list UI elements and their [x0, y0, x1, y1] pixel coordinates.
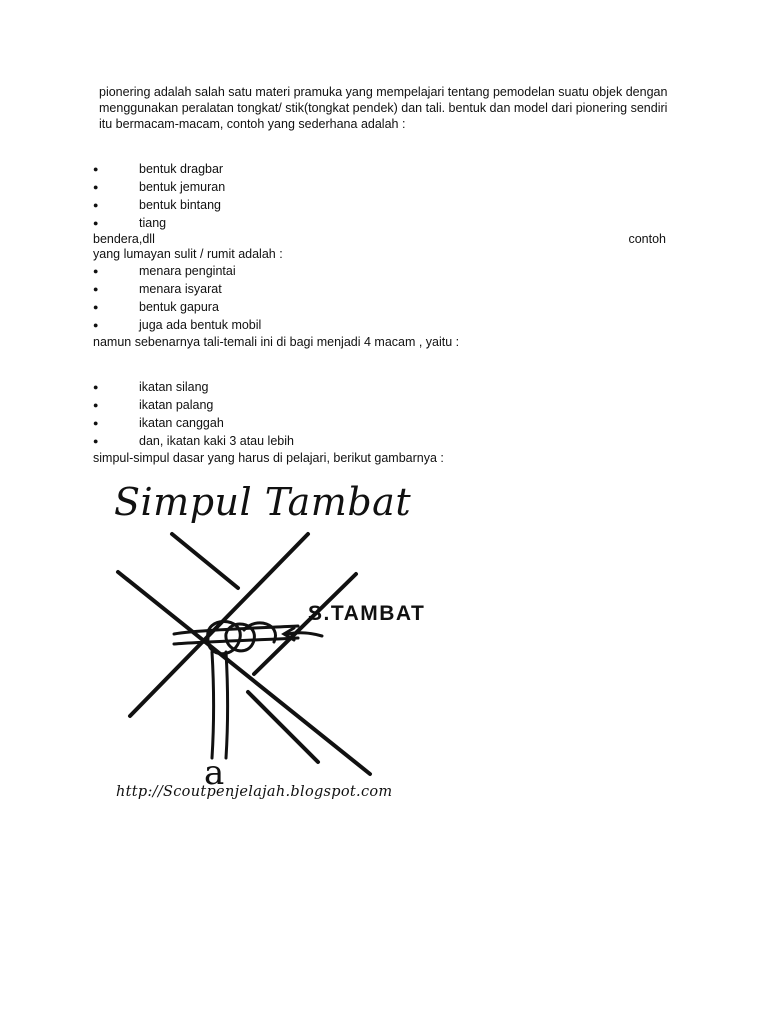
list-item-text: bentuk jemuran — [139, 180, 226, 194]
pole-line — [172, 534, 238, 588]
list-item — [93, 262, 668, 280]
knot-label: S.TAMBAT — [308, 602, 426, 625]
bullet-icon: ● — [93, 436, 99, 446]
list-item-text: dan, ikatan kaki 3 atau lebih — [139, 434, 294, 448]
list-item-text: ikatan canggah — [139, 416, 224, 430]
list-item — [93, 414, 668, 432]
list-item-text: bentuk bintang — [139, 198, 222, 212]
rope-line — [212, 652, 214, 758]
document-body — [93, 84, 668, 466]
simpul-tambat-figure — [108, 478, 468, 808]
list-item — [93, 432, 668, 450]
list-item-text: juga ada bentuk mobil — [139, 318, 262, 332]
list-item — [93, 196, 668, 214]
list-item-text: tiang — [139, 216, 167, 230]
split-row-left: bendera,dll — [93, 232, 155, 246]
list-item-text: menara pengintai — [139, 264, 236, 278]
complex-intro-line: yang lumayan sulit / rumit adalah : — [93, 247, 283, 261]
rope-line — [226, 652, 228, 758]
list-item-text: menara isyarat — [139, 282, 222, 296]
bullet-icon: ● — [93, 382, 99, 392]
spacer — [93, 132, 668, 160]
list-item — [93, 214, 668, 232]
bullet-icon: ● — [93, 200, 99, 210]
rope-line — [174, 638, 298, 644]
split-row — [93, 232, 668, 246]
letter-a-label: a — [204, 753, 225, 786]
list-item — [93, 298, 668, 316]
bullet-icon: ● — [93, 418, 99, 428]
figure-title: Simpul Tambat — [114, 480, 412, 524]
figure-source-url: http://Scoutpenjelajah.blogspot.com — [116, 784, 393, 800]
pole-line — [130, 534, 308, 716]
bullet-icon: ● — [93, 302, 99, 312]
simpul-intro-line: simpul-simpul dasar yang harus di pelajari, berikut gambarnya : — [93, 451, 444, 465]
list-item — [93, 160, 668, 178]
list-item-text: ikatan palang — [139, 398, 214, 412]
bullet-icon: ● — [93, 182, 99, 192]
simple-shapes-list — [93, 160, 668, 232]
split-row-right: contoh — [628, 232, 666, 246]
knot-illustration — [108, 526, 468, 786]
intro-paragraph: pionering adalah salah satu materi pramuka yang mempelajari tentang pemodelan suatu objek dengan menggunakan peralatan tongkat/ stik(tongkat pendek) dan tali. bentuk dan model dari pionering sendiri itu bermacam-macam, contoh yang sederhana adalah : — [99, 85, 668, 131]
ikatan-list — [93, 378, 668, 450]
list-item — [93, 178, 668, 196]
bullet-icon: ● — [93, 266, 99, 276]
spacer — [93, 350, 668, 378]
complex-shapes-list — [93, 262, 668, 334]
bullet-icon: ● — [93, 284, 99, 294]
list-item-text: ikatan silang — [139, 380, 209, 394]
list-item-text: bentuk dragbar — [139, 162, 224, 176]
list-item — [93, 396, 668, 414]
list-item — [93, 280, 668, 298]
list-item — [93, 378, 668, 396]
list-item-text: bentuk gapura — [139, 300, 219, 314]
tali-intro-line: namun sebenarnya tali-temali ini di bagi menjadi 4 macam , yaitu : — [93, 335, 460, 349]
bullet-icon: ● — [93, 218, 99, 228]
bullet-icon: ● — [93, 320, 99, 330]
list-item — [93, 316, 668, 334]
bullet-icon: ● — [93, 400, 99, 410]
bullet-icon: ● — [93, 164, 99, 174]
